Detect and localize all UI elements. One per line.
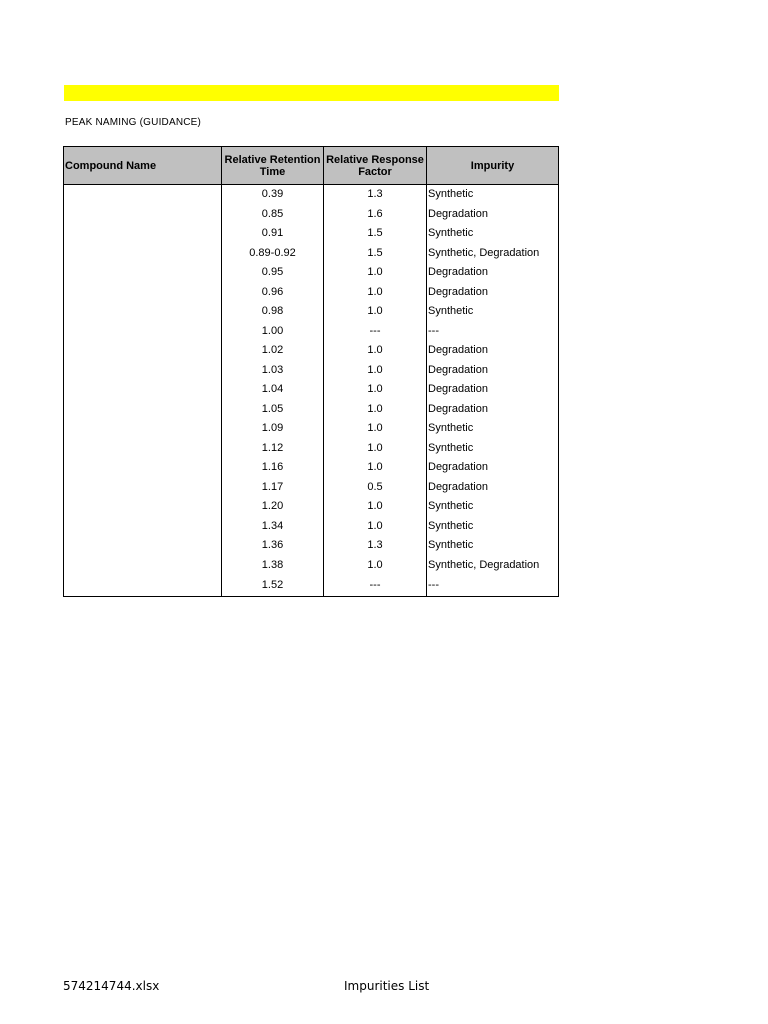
- header-relative-retention-time[interactable]: Relative Retention Time: [222, 147, 324, 185]
- cell-impurity[interactable]: Degradation: [427, 263, 559, 283]
- cell-impurity[interactable]: Synthetic: [427, 517, 559, 537]
- table-row: [64, 517, 559, 537]
- cell-compound-name[interactable]: [64, 205, 222, 225]
- cell-relative-retention-time[interactable]: 1.05: [222, 400, 324, 420]
- cell-relative-retention-time[interactable]: 1.00: [222, 322, 324, 342]
- highlight-bar: [64, 85, 559, 101]
- cell-relative-retention-time[interactable]: 0.85: [222, 205, 324, 225]
- cell-compound-name[interactable]: [64, 497, 222, 517]
- cell-relative-response-factor[interactable]: 1.3: [324, 536, 427, 556]
- cell-relative-response-factor[interactable]: ---: [324, 322, 427, 342]
- cell-impurity[interactable]: Degradation: [427, 361, 559, 381]
- cell-relative-response-factor[interactable]: 1.0: [324, 341, 427, 361]
- cell-relative-response-factor[interactable]: 1.0: [324, 439, 427, 459]
- footer-filename: 574214744.xlsx: [63, 979, 160, 993]
- cell-compound-name[interactable]: [64, 478, 222, 498]
- cell-impurity[interactable]: Synthetic: [427, 302, 559, 322]
- cell-relative-response-factor[interactable]: 1.0: [324, 283, 427, 303]
- table-row: [64, 478, 559, 498]
- cell-impurity[interactable]: Synthetic: [427, 185, 559, 205]
- cell-impurity[interactable]: Degradation: [427, 341, 559, 361]
- cell-relative-retention-time[interactable]: 1.09: [222, 419, 324, 439]
- cell-relative-retention-time[interactable]: 1.38: [222, 556, 324, 576]
- cell-relative-response-factor[interactable]: 1.0: [324, 556, 427, 576]
- cell-impurity[interactable]: ---: [427, 575, 559, 597]
- cell-compound-name[interactable]: [64, 263, 222, 283]
- header-compound-name[interactable]: Compound Name: [64, 147, 222, 185]
- cell-compound-name[interactable]: [64, 536, 222, 556]
- cell-relative-retention-time[interactable]: 1.34: [222, 517, 324, 537]
- cell-relative-response-factor[interactable]: 1.0: [324, 361, 427, 381]
- cell-relative-response-factor[interactable]: 1.0: [324, 497, 427, 517]
- cell-relative-retention-time[interactable]: 1.04: [222, 380, 324, 400]
- cell-relative-response-factor[interactable]: 1.0: [324, 517, 427, 537]
- table-body: [64, 185, 559, 597]
- table-row: [64, 283, 559, 303]
- table-row: [64, 361, 559, 381]
- cell-compound-name[interactable]: [64, 361, 222, 381]
- cell-relative-retention-time[interactable]: 1.52: [222, 575, 324, 597]
- cell-relative-retention-time[interactable]: 0.91: [222, 224, 324, 244]
- cell-compound-name[interactable]: [64, 517, 222, 537]
- cell-impurity[interactable]: Degradation: [427, 458, 559, 478]
- table-row: [64, 224, 559, 244]
- cell-impurity[interactable]: Synthetic: [427, 497, 559, 517]
- cell-relative-retention-time[interactable]: 0.89-0.92: [222, 244, 324, 264]
- cell-impurity[interactable]: Degradation: [427, 478, 559, 498]
- cell-compound-name[interactable]: [64, 302, 222, 322]
- cell-relative-response-factor[interactable]: 1.5: [324, 224, 427, 244]
- cell-relative-retention-time[interactable]: 0.95: [222, 263, 324, 283]
- cell-relative-response-factor[interactable]: 1.0: [324, 419, 427, 439]
- table-row: [64, 439, 559, 459]
- cell-relative-response-factor[interactable]: ---: [324, 575, 427, 597]
- cell-relative-retention-time[interactable]: 1.36: [222, 536, 324, 556]
- cell-relative-retention-time[interactable]: 0.39: [222, 185, 324, 205]
- cell-compound-name[interactable]: [64, 380, 222, 400]
- cell-compound-name[interactable]: [64, 341, 222, 361]
- cell-compound-name[interactable]: [64, 419, 222, 439]
- cell-relative-response-factor[interactable]: 1.0: [324, 400, 427, 420]
- cell-impurity[interactable]: Degradation: [427, 205, 559, 225]
- cell-impurity[interactable]: Synthetic: [427, 224, 559, 244]
- cell-impurity[interactable]: Synthetic: [427, 439, 559, 459]
- table-row: [64, 556, 559, 576]
- cell-relative-retention-time[interactable]: 1.02: [222, 341, 324, 361]
- cell-relative-retention-time[interactable]: 1.03: [222, 361, 324, 381]
- table-row: [64, 205, 559, 225]
- footer-sheet-name: Impurities List: [344, 979, 430, 993]
- cell-impurity[interactable]: Synthetic, Degradation: [427, 244, 559, 264]
- cell-impurity[interactable]: Synthetic: [427, 536, 559, 556]
- table-row: [64, 341, 559, 361]
- table-row: [64, 458, 559, 478]
- table-row: [64, 536, 559, 556]
- cell-relative-retention-time[interactable]: 1.17: [222, 478, 324, 498]
- cell-impurity[interactable]: ---: [427, 322, 559, 342]
- table-row: [64, 302, 559, 322]
- cell-impurity[interactable]: Degradation: [427, 380, 559, 400]
- cell-relative-retention-time[interactable]: 0.96: [222, 283, 324, 303]
- cell-relative-response-factor[interactable]: 1.0: [324, 302, 427, 322]
- cell-compound-name[interactable]: [64, 400, 222, 420]
- cell-relative-retention-time[interactable]: 0.98: [222, 302, 324, 322]
- table-row: [64, 185, 559, 205]
- header-impurity[interactable]: Impurity: [427, 147, 559, 185]
- cell-impurity[interactable]: Synthetic, Degradation: [427, 556, 559, 576]
- cell-compound-name[interactable]: [64, 283, 222, 303]
- cell-impurity[interactable]: Degradation: [427, 283, 559, 303]
- table-row: [64, 575, 559, 597]
- cell-compound-name[interactable]: [64, 185, 222, 205]
- cell-compound-name[interactable]: [64, 439, 222, 459]
- section-title: PEAK NAMING (GUIDANCE): [65, 117, 202, 128]
- cell-compound-name[interactable]: [64, 244, 222, 264]
- cell-relative-response-factor[interactable]: 0.5: [324, 478, 427, 498]
- cell-relative-response-factor[interactable]: 1.0: [324, 263, 427, 283]
- cell-relative-retention-time[interactable]: 1.16: [222, 458, 324, 478]
- cell-relative-response-factor[interactable]: 1.0: [324, 458, 427, 478]
- table-row: [64, 497, 559, 517]
- cell-relative-response-factor[interactable]: 1.5: [324, 244, 427, 264]
- table-row: [64, 380, 559, 400]
- cell-relative-response-factor[interactable]: 1.3: [324, 185, 427, 205]
- cell-compound-name[interactable]: [64, 322, 222, 342]
- table-row: [64, 322, 559, 342]
- cell-compound-name[interactable]: [64, 575, 222, 597]
- table-header-row: [64, 147, 559, 185]
- header-relative-response-factor[interactable]: Relative Response Factor: [324, 147, 427, 185]
- table-row: [64, 263, 559, 283]
- table-row: [64, 400, 559, 420]
- cell-compound-name[interactable]: [64, 556, 222, 576]
- cell-impurity[interactable]: Synthetic: [427, 419, 559, 439]
- table-row: [64, 244, 559, 264]
- table-row: [64, 419, 559, 439]
- cell-compound-name[interactable]: [64, 224, 222, 244]
- cell-relative-response-factor[interactable]: 1.0: [324, 380, 427, 400]
- impurities-table: [63, 146, 559, 597]
- cell-relative-retention-time[interactable]: 1.12: [222, 439, 324, 459]
- cell-impurity[interactable]: Degradation: [427, 400, 559, 420]
- cell-relative-retention-time[interactable]: 1.20: [222, 497, 324, 517]
- cell-relative-response-factor[interactable]: 1.6: [324, 205, 427, 225]
- cell-compound-name[interactable]: [64, 458, 222, 478]
